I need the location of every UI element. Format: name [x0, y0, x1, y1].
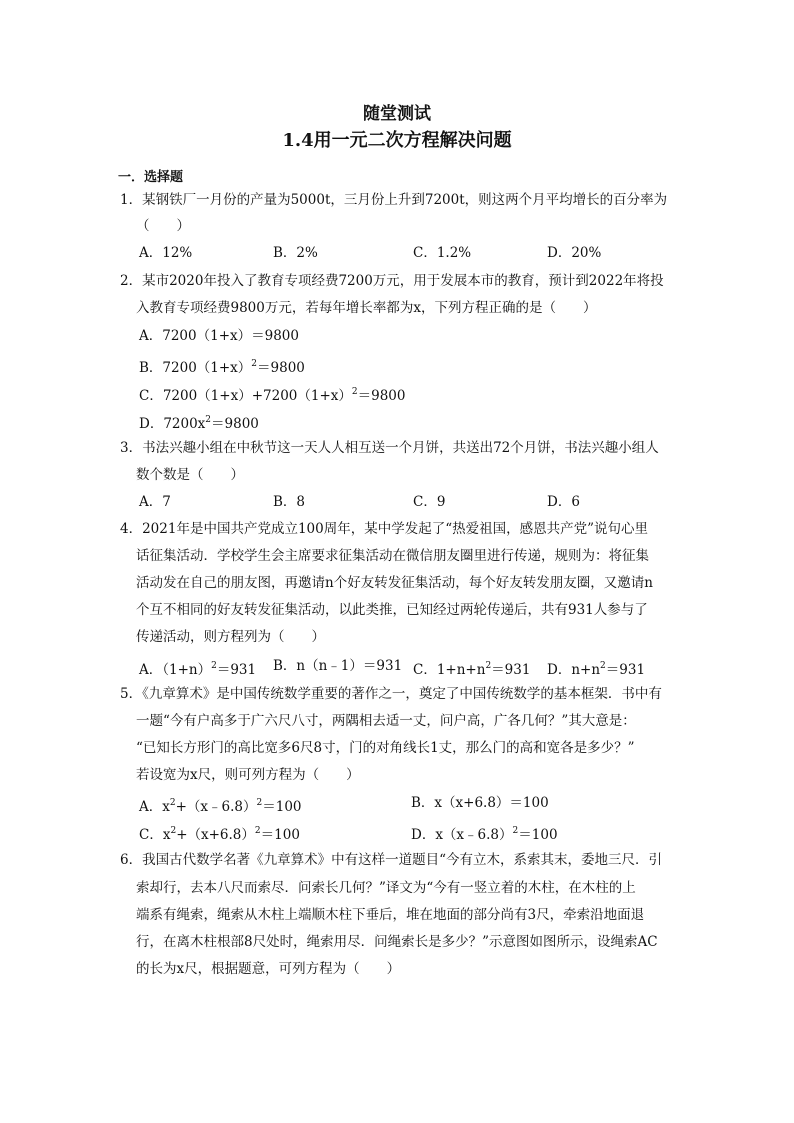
option-b[interactable]: B．n（n﹣1）＝931: [273, 658, 403, 674]
question-6-text: 行，在离木柱根部8尺处时，绳索用尽．问绳索长是多少？”示意图如图所示，设绳索AC: [136, 934, 658, 950]
page-title: 随堂测试: [363, 104, 431, 124]
option-b[interactable]: B．$7200(1+x)^2=9800$: [139, 359, 305, 376]
option-d[interactable]: D．$n+n^2=931$: [547, 661, 646, 678]
option-c[interactable]: C．9: [413, 494, 446, 510]
question-6-text: 索却行，去本八尺而索尽．问索长几何？”译文为“今有一竖立着的木柱，在木柱的上: [136, 880, 636, 896]
question-5-text: 一题“今有户高多于广六尺八寸，两隅相去适一丈，问户高，广各几何？”其大意是：: [136, 713, 636, 729]
question-6-text: 6．我国古代数学名著《九章算术》中有这样一道题目“今有立木，系索其末，委地三尺．引: [120, 852, 662, 868]
question-2-text: 2．某市2020年投入了教育专项经费7200万元，用于发展本市的教育，预计到2022年将投: [120, 273, 664, 289]
question-4-text: 话征集活动．学校学生会主席要求征集活动在微信朋友圈里进行传递，规则为：将征集: [136, 548, 649, 564]
question-3-text: 数个数是（ ）: [136, 467, 244, 483]
question-2-text: 入教育专项经费9800万元，若每年增长率都为x，下列方程正确的是（ ）: [136, 300, 597, 316]
question-4-text: 活动发在自己的朋友图，再邀请n个好友转发征集活动，每个好友转发朋友圈，又邀请n: [136, 575, 653, 591]
page-subtitle: 1.4用一元二次方程解决问题: [282, 130, 512, 151]
question-5-text: 5．《九章算术》是中国传统数学重要的著作之一，奠定了中国传统数学的基本框架．书中有: [120, 686, 662, 702]
option-c[interactable]: C．$7200(1+x)+7200(1+x)^2=9800$: [139, 387, 406, 404]
question-6-text: 端系有绳索，绳索从木柱上端顺木柱下垂后，堆在地面的部分尚有3尺，牵索沿地面退: [136, 907, 645, 923]
option-a[interactable]: A．7200（1+x）＝9800: [139, 328, 299, 344]
option-a[interactable]: A．7: [139, 494, 171, 510]
option-a[interactable]: A．$(1+n)^2=931$: [139, 661, 257, 678]
option-b[interactable]: B．x（x+6.8）＝100: [411, 795, 549, 811]
question-6-text: 的长为x尺，根据题意，可列方程为（ ）: [136, 961, 401, 977]
option-b[interactable]: B．8: [273, 494, 306, 510]
option-c[interactable]: C．1.2%: [413, 245, 472, 261]
question-5-text: “已知长方形门的高比宽多6尺8寸，门的对角线长1丈，那么门的高和宽各是多少？”: [136, 740, 635, 756]
option-b[interactable]: B．2%: [273, 245, 318, 261]
option-d[interactable]: D．20%: [547, 245, 602, 261]
option-c[interactable]: C．$x^2+(x+6.8)^2=100$: [139, 826, 300, 843]
question-4-text: 个互不相同的好友转发征集活动，以此类推，已知经过两轮传递后，共有931人参与了: [136, 602, 648, 618]
option-d[interactable]: D．6: [547, 494, 580, 510]
option-d[interactable]: D．$7200x^2=9800$: [139, 415, 259, 432]
question-5-text: 若设宽为x尺，则可列方程为（ ）: [136, 767, 360, 783]
question-4-text: 4．2021年是中国共产党成立100周年，某中学发起了“热爱祖国，感恩共产党”说句心里: [120, 521, 649, 537]
section-heading: 一．选择题: [118, 170, 184, 185]
option-a[interactable]: A．$x^2+(x﹣6.8)^2=100$: [139, 798, 302, 815]
question-1-text: 1．某钢铁厂一月份的产量为5000t，三月份上升到7200t，则这两个月平均增长的百分率为: [120, 192, 668, 208]
option-a[interactable]: A．12%: [139, 245, 193, 261]
option-d[interactable]: D．x（x﹣6.8）$^2$＝100: [411, 826, 558, 843]
question-1-text: （ ）: [136, 218, 190, 234]
question-3-text: 3．书法兴趣小组在中秋节这一天人人相互送一个月饼，共送出72个月饼，书法兴趣小组人: [120, 440, 659, 456]
option-c[interactable]: C．$1+n+n^2=931$: [413, 661, 531, 678]
question-4-text: 传递活动，则方程列为（ ）: [136, 629, 325, 645]
